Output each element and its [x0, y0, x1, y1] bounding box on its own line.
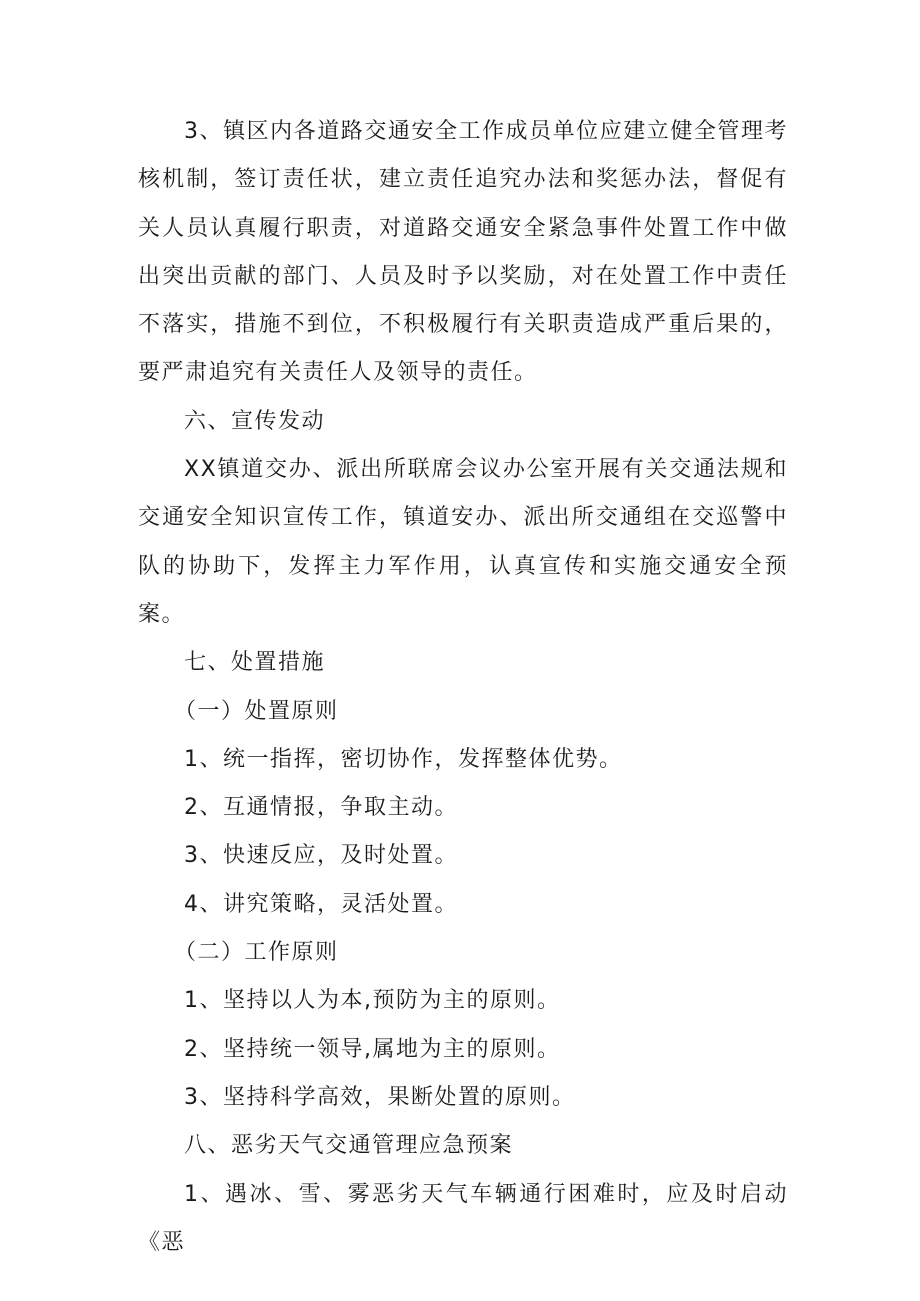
heading-weather-plan: 八、恶劣天气交通管理应急预案	[184, 1133, 514, 1159]
subheading-work-principles: （二）工作原则	[174, 940, 339, 966]
list-item: 3、坚持科学高效，果断处置的原则。	[184, 1084, 576, 1110]
list-item: 1、统一指挥，密切协作，发挥整体优势。	[184, 746, 623, 772]
list-item: 2、坚持统一领导,属地为主的原则。	[184, 1036, 561, 1062]
list-item: 4、讲究策略，灵活处置。	[184, 891, 458, 917]
list-item: 1、坚持以人为本,预防为主的原则。	[184, 988, 561, 1014]
document-body	[138, 108, 788, 1267]
paragraph-weather-plan: 1、遇冰、雪、雾恶劣天气车辆通行困难时，应及时启动《恶	[138, 1181, 788, 1255]
list-item: 2、互通情报，争取主动。	[184, 795, 458, 821]
paragraph-publicity: XX镇道交办、派出所联席会议办公室开展有关交通法规和交通安全知识宣传工作，镇道安办、派出所交通组在交巡警中队的协助下，发挥主力军作用，认真宣传和实施交通安全预案。	[138, 457, 788, 627]
heading-publicity: 六、宣传发动	[184, 408, 326, 434]
subheading-handling-principles: （一）处置原则	[174, 698, 339, 724]
list-item: 3、快速反应，及时处置。	[184, 843, 458, 869]
heading-measures: 七、处置措施	[184, 650, 326, 676]
paragraph-accountability: 3、镇区内各道路交通安全工作成员单位应建立健全管理考核机制，签订责任状，建立责任追究办法和奖惩办法，督促有关人员认真履行职责，对道路交通安全紧急事件处置工作中做出突出贡献的部门、人员及时予以奖励，对在处置工作中责任不落实，措施不到位，不积极履行有关职责造成严重后果的，要严肃追究有关责任人及领导的责任。	[138, 119, 788, 386]
